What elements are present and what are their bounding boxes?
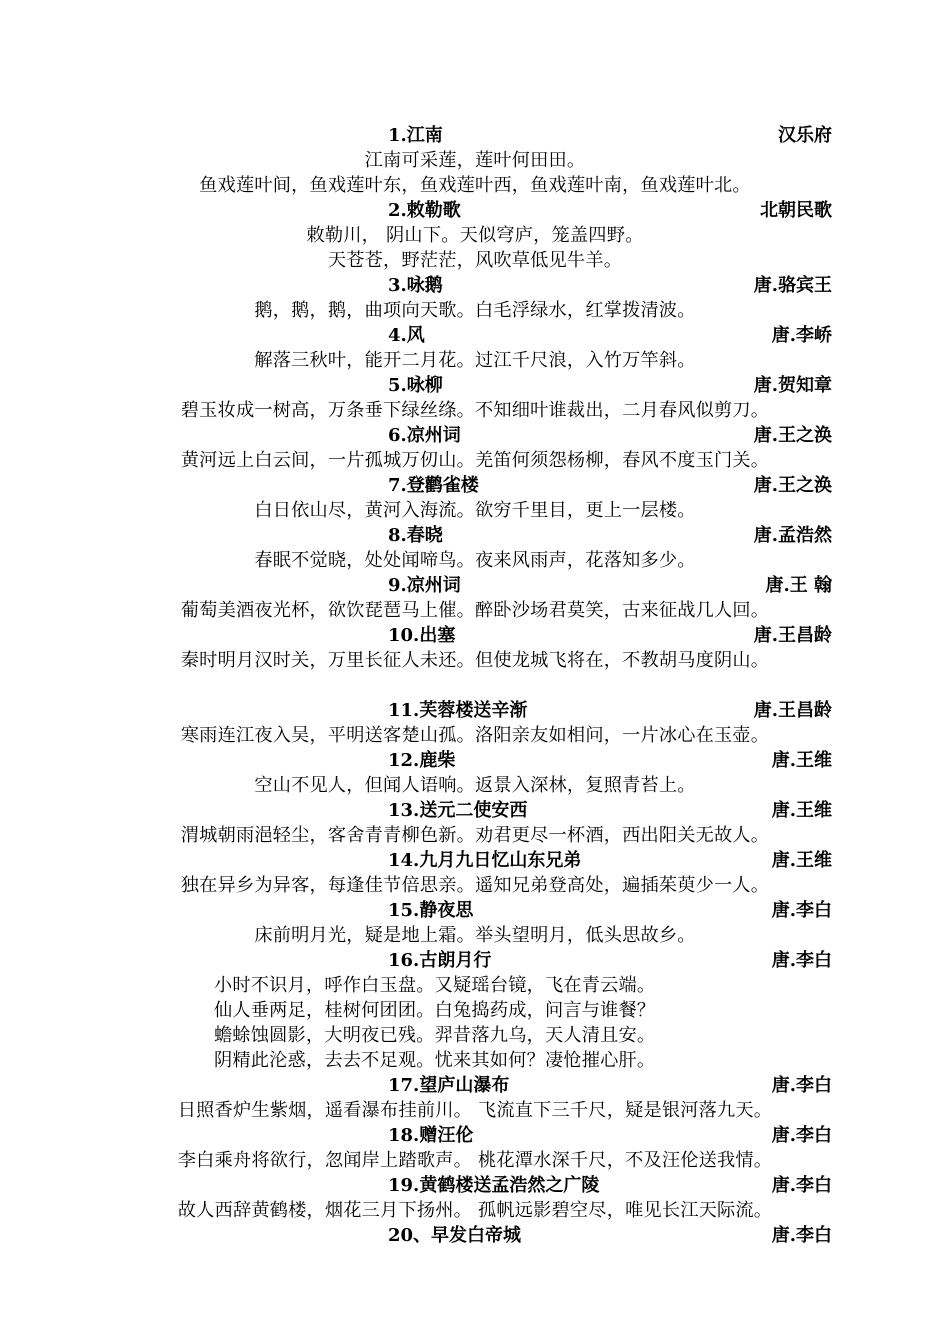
poem-line: 独在异乡为异客，每逢佳节倍思亲。遥知兄弟登高处，遍插茱萸少一人。: [180, 875, 770, 896]
poem-title: 13.送元二使安西: [388, 800, 528, 821]
poem-author: 汉乐府: [778, 125, 832, 146]
poem-heading: [0, 473, 950, 498]
poem-title: 1.江南: [388, 125, 443, 146]
blank-line: [0, 673, 950, 698]
poem-line: 敕勒川， 阴山下。天似穹庐，笼盖四野。: [306, 225, 644, 246]
poem-line: 黄河远上白云间，一片孤城万仞山。羌笛何须怨杨柳，春风不度玉门关。: [180, 450, 770, 471]
poem-author: 唐.王维: [771, 850, 832, 871]
poem-title: 16.古朗月行: [388, 950, 492, 971]
poem-title: 8.春晓: [388, 525, 443, 546]
poem-line: 春眠不觉晓，处处闻啼鸟。夜来风雨声，花落知多少。: [254, 550, 696, 571]
poem-author: 唐.李白: [771, 900, 832, 921]
poem: [0, 273, 950, 323]
poem: [0, 848, 950, 898]
poem-author: 北朝民歌: [760, 200, 832, 221]
poem: [0, 698, 950, 748]
poem-title: 14.九月九日忆山东兄弟: [388, 850, 582, 871]
poem-heading: [0, 198, 950, 223]
poem-title: 3.咏鹅: [388, 275, 443, 296]
poem: [0, 948, 950, 1073]
poem-title: 2.敕勒歌: [388, 200, 461, 221]
poem: [0, 1123, 950, 1173]
poem-author: 唐.孟浩然: [753, 525, 832, 546]
poem-heading: [0, 373, 950, 398]
poem-line: 寒雨连江夜入吴，平明送客楚山孤。洛阳亲友如相问，一片冰心在玉壶。: [180, 725, 770, 746]
poem-line: 蟾蜍蚀圆影，大明夜已残。羿昔落九乌，天人清且安。: [214, 1025, 656, 1046]
top-margin: [0, 0, 950, 123]
poem-heading: [0, 798, 950, 823]
poem-heading: [0, 698, 950, 723]
poem: [0, 1073, 950, 1123]
poem-heading: [0, 948, 950, 973]
poem-author: 唐.李白: [771, 1075, 832, 1096]
poem-line: 葡萄美酒夜光杯，欲饮琵琶马上催。醉卧沙场君莫笑，古来征战几人回。: [180, 600, 770, 621]
poem-line: 碧玉妆成一树高，万条垂下绿丝绦。不知细叶谁裁出，二月春风似剪刀。: [180, 400, 770, 421]
poem: [0, 623, 950, 673]
poem-author: 唐.王 翰: [765, 575, 832, 596]
poem-line: 鹅，鹅，鹅，曲项向天歌。白毛浮绿水，红掌拨清波。: [254, 300, 696, 321]
poem-line: 白日依山尽，黄河入海流。欲穷千里目，更上一层楼。: [254, 500, 696, 521]
poem-title: 19.黄鹤楼送孟浩然之广陵: [388, 1175, 600, 1196]
poem: [0, 198, 950, 273]
poem-heading: [0, 1173, 950, 1198]
poem: [0, 323, 950, 373]
poem-author: 唐.李白: [771, 950, 832, 971]
poem-title: 6.凉州词: [388, 425, 461, 446]
poem-line: 江南可采莲，莲叶何田田。: [364, 150, 586, 171]
poem-heading: [0, 423, 950, 448]
poem: [0, 1223, 950, 1248]
poem-line: 秦时明月汉时关，万里长征人未还。但使龙城飞将在，不教胡马度阴山。: [180, 650, 770, 671]
poem-heading: [0, 523, 950, 548]
poem: [0, 523, 950, 573]
poem-author: 唐.王之涣: [753, 425, 832, 446]
poem: [0, 1173, 950, 1223]
poem-line: 李白乘舟将欲行，忽闻岸上踏歌声。 桃花潭水深千尺，不及汪伦送我情。: [177, 1150, 773, 1171]
poem-heading: [0, 748, 950, 773]
poem-title: 5.咏柳: [388, 375, 443, 396]
poem-heading: [0, 898, 950, 923]
poem-heading: [0, 1223, 950, 1248]
poem-line: 床前明月光，疑是地上霜。举头望明月，低头思故乡。: [254, 925, 696, 946]
poem-title: 18.赠汪伦: [388, 1125, 474, 1146]
poem-heading: [0, 1073, 950, 1098]
poem: [0, 473, 950, 523]
poem-line: 渭城朝雨浥轻尘，客舍青青柳色新。劝君更尽一杯酒，西出阳关无故人。: [180, 825, 770, 846]
poem-line: 鱼戏莲叶间，鱼戏莲叶东，鱼戏莲叶西，鱼戏莲叶南，鱼戏莲叶北。: [199, 175, 751, 196]
poem-author: 唐.王维: [771, 750, 832, 771]
poem-line: 故人西辞黄鹤楼，烟花三月下扬州。 孤帆远影碧空尽，唯见长江天际流。: [177, 1200, 773, 1221]
poem-title: 20、早发白帝城: [388, 1225, 522, 1246]
poem-author: 唐.李白: [771, 1225, 832, 1246]
poem-title: 12.鹿柴: [388, 750, 456, 771]
poem-title: 9.凉州词: [388, 575, 461, 596]
poem: [0, 423, 950, 473]
poem-line: 日照香炉生紫烟，遥看瀑布挂前川。 飞流直下三千尺，疑是银河落九天。: [177, 1100, 773, 1121]
poem: [0, 123, 950, 198]
poem-author: 唐.李白: [771, 1175, 832, 1196]
poem-title: 15.静夜思: [388, 900, 474, 921]
poem-author: 唐.李白: [771, 1125, 832, 1146]
poem-author: 唐.骆宾王: [753, 275, 832, 296]
poem-heading: [0, 573, 950, 598]
poem-line: 阴精此沦惑，去去不足观。忧来其如何？凄怆摧心肝。: [214, 1050, 656, 1071]
poem-author: 唐.王维: [771, 800, 832, 821]
poem-title: 4.风: [388, 325, 425, 346]
poem-author: 唐.王之涣: [753, 475, 832, 496]
poem-line: 仙人垂两足，桂树何团团。白兔捣药成，问言与谁餐？: [214, 1000, 656, 1021]
poem-title: 10.出塞: [388, 625, 456, 646]
poem: [0, 573, 950, 623]
poem-heading: [0, 323, 950, 348]
poem-author: 唐.贺知章: [753, 375, 832, 396]
poem-author: 唐.李峤: [771, 325, 832, 346]
poem-author: 唐.王昌龄: [753, 625, 832, 646]
poem-title: 11.芙蓉楼送辛渐: [388, 700, 528, 721]
poem-line: 天苍苍，野茫茫，风吹草低见牛羊。: [327, 250, 623, 271]
poem-heading: [0, 273, 950, 298]
poem-line: 空山不见人，但闻人语响。返景入深林，复照青苔上。: [254, 775, 696, 796]
poem-title: 7.登鹳雀楼: [388, 475, 479, 496]
poem-title: 17.望庐山瀑布: [388, 1075, 510, 1096]
poem-heading: [0, 123, 950, 148]
poem: [0, 798, 950, 848]
poem-line: 解落三秋叶，能开二月花。过江千尺浪，入竹万竿斜。: [254, 350, 696, 371]
poem-heading: [0, 1123, 950, 1148]
poem-line: 小时不识月，呼作白玉盘。又疑瑶台镜，飞在青云端。: [214, 975, 656, 996]
poem: [0, 898, 950, 948]
poem-heading: [0, 623, 950, 648]
poem: [0, 373, 950, 423]
poem-author: 唐.王昌龄: [753, 700, 832, 721]
poem-heading: [0, 848, 950, 873]
poem: [0, 748, 950, 798]
